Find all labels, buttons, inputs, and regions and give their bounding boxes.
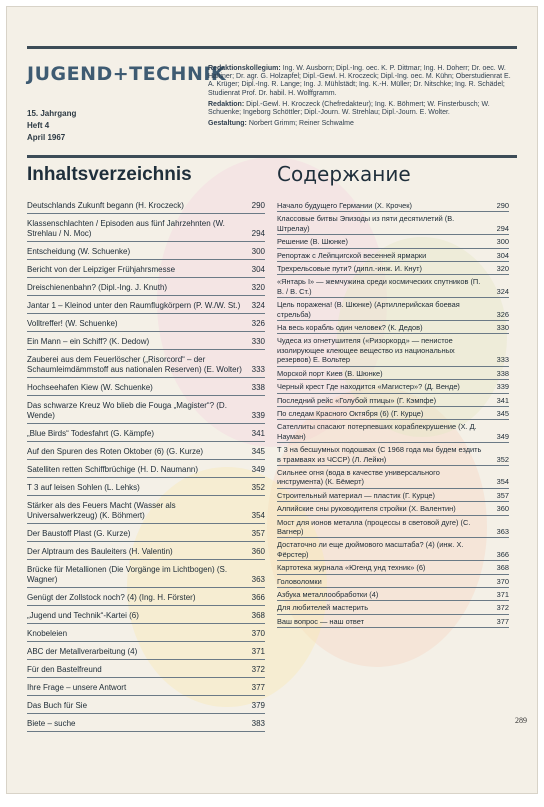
toc-entry xyxy=(277,201,509,212)
toc-entry-page: 324 xyxy=(496,286,509,296)
toc-entry-page: 326 xyxy=(251,319,265,328)
toc-heading-german: Inhaltsverzeichnis xyxy=(27,164,192,185)
toc-entry-title: Zauberei aus dem Feuerlöscher („Risorcord“ – der Schaumleimdämmstoff aus nationalen Reserven) (E. Wolter) xyxy=(27,355,242,374)
toc-entry-page: 363 xyxy=(251,575,265,584)
toc-entry-page: 294 xyxy=(496,223,509,233)
toc-russian xyxy=(277,201,509,630)
toc-entry-page: 372 xyxy=(496,603,509,613)
toc-entry-page: 371 xyxy=(496,590,509,599)
issue-date: April 1967 xyxy=(27,133,66,142)
issue-year: 15. Jahrgang xyxy=(27,109,77,118)
editorial-board-names: Ing. W. Ausborn; Dipl.-Ing. oec. K. P. Dittmar; Ing. H. Doherr; Dr. oec. W. Haltiner; Dr. agr. G. Holzapfel; Dipl.-Gewl. H. Kroczeck; Dipl.-Ing. oec. M. Kühn; Oberstudienrat E. A. Krüger; Dipl.-Ing. R. Lange; Ing. J. Mühlstädt; Ing. K.-H. Müller; Dr. Nitschke; Ing. R. Schädel; Studienrat Prof. Dr. habil. H. Wolffgramm. xyxy=(208,65,511,97)
toc-entry xyxy=(27,665,265,678)
toc-entry xyxy=(277,251,509,262)
toc-entry-page: 366 xyxy=(496,549,509,559)
toc-entry xyxy=(277,323,509,334)
toc-entry xyxy=(27,383,265,396)
toc-entry-title: Начало будущего Германии (Х. Крочек) xyxy=(277,201,412,210)
toc-entry xyxy=(277,577,509,588)
toc-entry-page: 377 xyxy=(496,616,509,626)
toc-entry-page: 354 xyxy=(251,511,265,520)
toc-entry xyxy=(277,382,509,393)
toc-entry-page: 333 xyxy=(496,355,509,365)
toc-entry xyxy=(27,683,265,696)
design-credit xyxy=(208,120,513,128)
toc-entry-title: Klassenschlachten / Episoden aus fünf Jahrzehnten (W. Strehlau / N. Moc) xyxy=(27,219,225,238)
toc-entry-title: Трехрельсовые пути? (дипл.-инж. И. Кнут) xyxy=(277,264,422,274)
toc-entry-page: 338 xyxy=(251,383,265,392)
toc-entry xyxy=(277,237,509,248)
toc-entry xyxy=(27,593,265,606)
design-names: Norbert Grimm; Reiner Schwalme xyxy=(248,120,354,128)
toc-entry xyxy=(277,563,509,574)
toc-entry xyxy=(27,529,265,542)
toc-entry xyxy=(277,277,509,298)
toc-entry-title: Решение (В. Шюнке) xyxy=(277,237,348,247)
toc-entry-page: 300 xyxy=(251,247,265,256)
toc-entry-page: 360 xyxy=(496,504,509,514)
toc-entry-page: 371 xyxy=(251,647,265,656)
toc-entry-title: Das schwarze Kreuz Wo blieb die Fouga „Magister“? (D. Wende) xyxy=(27,401,227,420)
toc-entry-page: 368 xyxy=(251,611,265,620)
issue-info xyxy=(27,108,76,144)
toc-entry xyxy=(27,447,265,460)
toc-entry xyxy=(277,518,509,539)
toc-entry xyxy=(277,336,509,366)
toc-entry-page: 360 xyxy=(251,547,265,556)
toc-entry-title: Für den Bastelfreund xyxy=(27,665,102,674)
magazine-page xyxy=(7,7,537,793)
toc-entry-page: 294 xyxy=(251,229,265,238)
toc-entry-title: Knobeleien xyxy=(27,629,68,638)
toc-entry xyxy=(27,247,265,260)
toc-entry xyxy=(27,283,265,296)
toc-entry xyxy=(27,611,265,624)
toc-entry-title: Классовые битвы Эпизоды из пяти десятилетий (В. Штрелау) xyxy=(277,214,455,233)
toc-entry-title: Deutschlands Zukunft begann (H. Kroczeck) xyxy=(27,201,184,210)
toc-entry xyxy=(27,719,265,732)
toc-entry-title: Ваш вопрос — наш ответ xyxy=(277,616,364,626)
toc-entry xyxy=(27,465,265,478)
toc-entry-title: Картотека журнала «Югенд унд техник» (6) xyxy=(277,563,426,573)
toc-entry-title: «Янтарь I» — жемчужина среди космических спутников (П. В. / В. Ст.) xyxy=(277,277,481,296)
toc-entry-page: 345 xyxy=(251,447,265,456)
toc-entry-title: Dreischienenbahn? (Dipl.-Ing. J. Knuth) xyxy=(27,283,168,292)
toc-entry-page: 368 xyxy=(496,563,509,573)
toc-entry-page: 330 xyxy=(496,323,509,333)
toc-entry-title: Азбука металлообработки (4) xyxy=(277,590,379,599)
toc-entry-page: 290 xyxy=(496,201,509,210)
toc-entry-title: Цель поражена! (В. Шюнке) (Артиллерийская боевая стрельба) xyxy=(277,300,460,319)
toc-entry-title: Bericht von der Leipziger Frühjahrsmesse xyxy=(27,265,176,274)
toc-entry xyxy=(277,396,509,407)
toc-entry-page: 379 xyxy=(251,701,265,710)
design-label: Gestaltung: xyxy=(208,120,247,128)
toc-entry-page: 354 xyxy=(496,477,509,487)
toc-entry-title: Hochseehafen Kiew (W. Schuenke) xyxy=(27,383,153,392)
toc-entry xyxy=(277,540,509,561)
toc-entry-page: 320 xyxy=(251,283,265,292)
editors-names: Dipl.-Gewl. H. Kroczeck (Chefredakteur); Ing. K. Böhmert; W. Finsterbusch; W. Schuenke; Ingeborg Schöttler; Dipl.-Journ. W. Strehlau; Dipl.-Journ. E. Wolter. xyxy=(208,100,490,117)
toc-entry-title: Das Buch für Sie xyxy=(27,701,88,710)
toc-entry xyxy=(277,300,509,321)
toc-entry-title: На весь корабль один человек? (К. Дедов) xyxy=(277,323,423,333)
toc-entry xyxy=(277,504,509,515)
toc-entry-title: Ihre Frage – unsere Antwort xyxy=(27,683,127,692)
toc-entry xyxy=(27,319,265,332)
toc-entry xyxy=(277,468,509,489)
toc-entry-title: Jantar 1 – Kleinod unter den Raumflugkörpern (P. W./W. St.) xyxy=(27,301,241,310)
toc-entry-page: 324 xyxy=(251,301,265,310)
toc-entry-title: T 3 auf leisen Sohlen (L. Lehks) xyxy=(27,483,140,492)
issue-number: Heft 4 xyxy=(27,121,50,130)
toc-entry xyxy=(27,429,265,442)
toc-entry xyxy=(277,617,509,628)
toc-entry-page: 338 xyxy=(496,368,509,378)
toc-entry-title: Der Baustoff Plast (G. Kurze) xyxy=(27,529,131,538)
toc-entry xyxy=(27,301,265,314)
toc-entry-page: 357 xyxy=(496,490,509,500)
toc-entry-page: 352 xyxy=(251,483,265,492)
toc-entry-title: Строительный материал — пластик (Г. Курце) xyxy=(277,490,435,500)
editorial-board-label: Redaktionskollegium: xyxy=(208,65,281,72)
toc-entry-title: „Blue Birds“ Todesfahrt (G. Kämpfe) xyxy=(27,429,155,438)
toc-entry-title: Сателлиты спасают потерпевших кораблекрушение (Х. Д. Науман) xyxy=(277,422,477,441)
toc-entry-page: 339 xyxy=(496,382,509,392)
toc-entry-page: 372 xyxy=(251,665,265,674)
toc-entry xyxy=(27,355,265,378)
toc-entry-page: 383 xyxy=(251,719,265,728)
toc-entry-page: 341 xyxy=(496,395,509,405)
toc-entry-title: Достаточно ли еще дюймового масштаба? (4) (инж. Х. Фёрстер) xyxy=(277,540,464,559)
toc-entry-title: Морской порт Киев (В. Шюнке) xyxy=(277,368,383,378)
toc-entry-title: Для любителей мастерить xyxy=(277,603,369,613)
toc-entry-page: 341 xyxy=(251,429,265,438)
toc-entry-page: 304 xyxy=(496,250,509,260)
magazine-logo: JUGEND+TECHNIK xyxy=(27,63,227,85)
editors-label: Redaktion: xyxy=(208,100,245,108)
toc-entry-title: Biete – suche xyxy=(27,719,76,728)
toc-entry xyxy=(277,603,509,614)
toc-entry-page: 326 xyxy=(496,309,509,319)
header-rule xyxy=(27,155,517,158)
toc-entry xyxy=(27,337,265,350)
toc-entry xyxy=(27,547,265,560)
toc-entry-page: 352 xyxy=(496,454,509,464)
toc-entry-title: Satelliten retten Schiffbrüchige (H. D. Naumann) xyxy=(27,465,199,474)
toc-entry-page: 304 xyxy=(251,265,265,274)
toc-entry xyxy=(277,214,509,235)
toc-entry-title: ABC der Metallverarbeitung (4) xyxy=(27,647,138,656)
toc-entry-page: 320 xyxy=(496,264,509,274)
toc-entry-title: Entscheidung (W. Schuenke) xyxy=(27,247,131,256)
toc-entry-title: Genügt der Zollstock noch? (4) (Ing. H. Förster) xyxy=(27,593,196,602)
toc-entry xyxy=(277,590,509,601)
toc-entry-title: Brücke für Metallionen (Die Vorgänge im Lichtbogen) (S. Wagner) xyxy=(27,565,228,584)
editorial-board xyxy=(208,65,513,98)
toc-entry-page: 357 xyxy=(251,529,265,538)
toc-entry-title: Auf den Spuren des Roten Oktober (6) (G. Kurze) xyxy=(27,447,204,456)
toc-entry xyxy=(277,264,509,275)
toc-entry xyxy=(277,369,509,380)
toc-entry xyxy=(27,265,265,278)
top-rule xyxy=(27,46,517,49)
toc-entry-page: 377 xyxy=(251,683,265,692)
toc-entry-title: Алпийские сны руководителя стройки (Х. Валентин) xyxy=(277,504,456,514)
toc-entry-title: Der Alptraum des Bauleiters (H. Valentin) xyxy=(27,547,173,556)
toc-entry-page: 349 xyxy=(251,465,265,474)
masthead-credits xyxy=(208,65,513,131)
toc-entry xyxy=(27,401,265,424)
toc-entry-title: Volltreffer! (W. Schuenke) xyxy=(27,319,118,328)
toc-entry xyxy=(27,701,265,714)
toc-entry-page: 339 xyxy=(251,411,265,420)
toc-entry xyxy=(27,219,265,242)
toc-entry-title: Ein Mann – ein Schiff? (K. Dedow) xyxy=(27,337,150,346)
toc-entry xyxy=(27,483,265,496)
toc-entry xyxy=(27,201,265,214)
editors xyxy=(208,101,513,117)
toc-entry-title: Последний рейс «Голубой птицы» (Г. Кэмпфе) xyxy=(277,395,437,405)
toc-entry-page: 370 xyxy=(496,576,509,586)
toc-entry-title: „Jugend und Technik“-Kartei (6) xyxy=(27,611,139,620)
toc-entry-page: 370 xyxy=(251,629,265,638)
toc-entry-title: Мост для ионов металла (процессы в световой дуге) (С. Вагнер) xyxy=(277,517,471,536)
toc-entry-title: Головоломки xyxy=(277,576,322,586)
toc-entry xyxy=(27,647,265,660)
toc-entry xyxy=(277,445,509,466)
toc-entry-page: 290 xyxy=(251,201,265,210)
toc-entry-title: Чудеса из огнетушителя («Ризоркорд» — пенистое изолирующее клеющее вещество из национальных резервов) Е. Вольтер xyxy=(277,336,455,365)
toc-entry xyxy=(277,491,509,502)
toc-entry-page: 363 xyxy=(496,526,509,536)
toc-entry-page: 349 xyxy=(496,431,509,441)
toc-heading-russian: Содержание xyxy=(277,162,411,186)
toc-german xyxy=(27,201,265,737)
toc-entry-page: 333 xyxy=(251,365,265,374)
toc-entry-title: Stärker als des Feuers Macht (Wasser als Universalwerkzeug) (K. Böhmert) xyxy=(27,501,176,520)
toc-entry xyxy=(27,629,265,642)
toc-entry-page: 366 xyxy=(251,593,265,602)
toc-entry-title: Черный крест Где находится «Магистер»? (Д. Венде) xyxy=(277,382,460,392)
toc-entry-page: 345 xyxy=(496,408,509,418)
page-number: 289 xyxy=(515,716,527,725)
toc-entry-page: 330 xyxy=(251,337,265,346)
toc-entry xyxy=(27,565,265,588)
toc-entry xyxy=(277,422,509,443)
toc-entry-page: 300 xyxy=(496,237,509,247)
toc-entry xyxy=(277,409,509,420)
toc-entry-title: Репортаж с Лейпцигской весенней ярмарки xyxy=(277,250,427,260)
toc-entry xyxy=(27,501,265,524)
toc-entry-title: По следам Красного Октября (6) (Г. Курце) xyxy=(277,408,424,418)
toc-entry-title: Сильнее огня (вода в качестве универсального инструмента) (К. Бёмерт) xyxy=(277,467,440,487)
toc-entry-title: Т 3 на бесшумных подошвах (С 1968 года мы будем ездить в трамваях из ЧССР) (Л. Лейкн) xyxy=(277,445,482,464)
